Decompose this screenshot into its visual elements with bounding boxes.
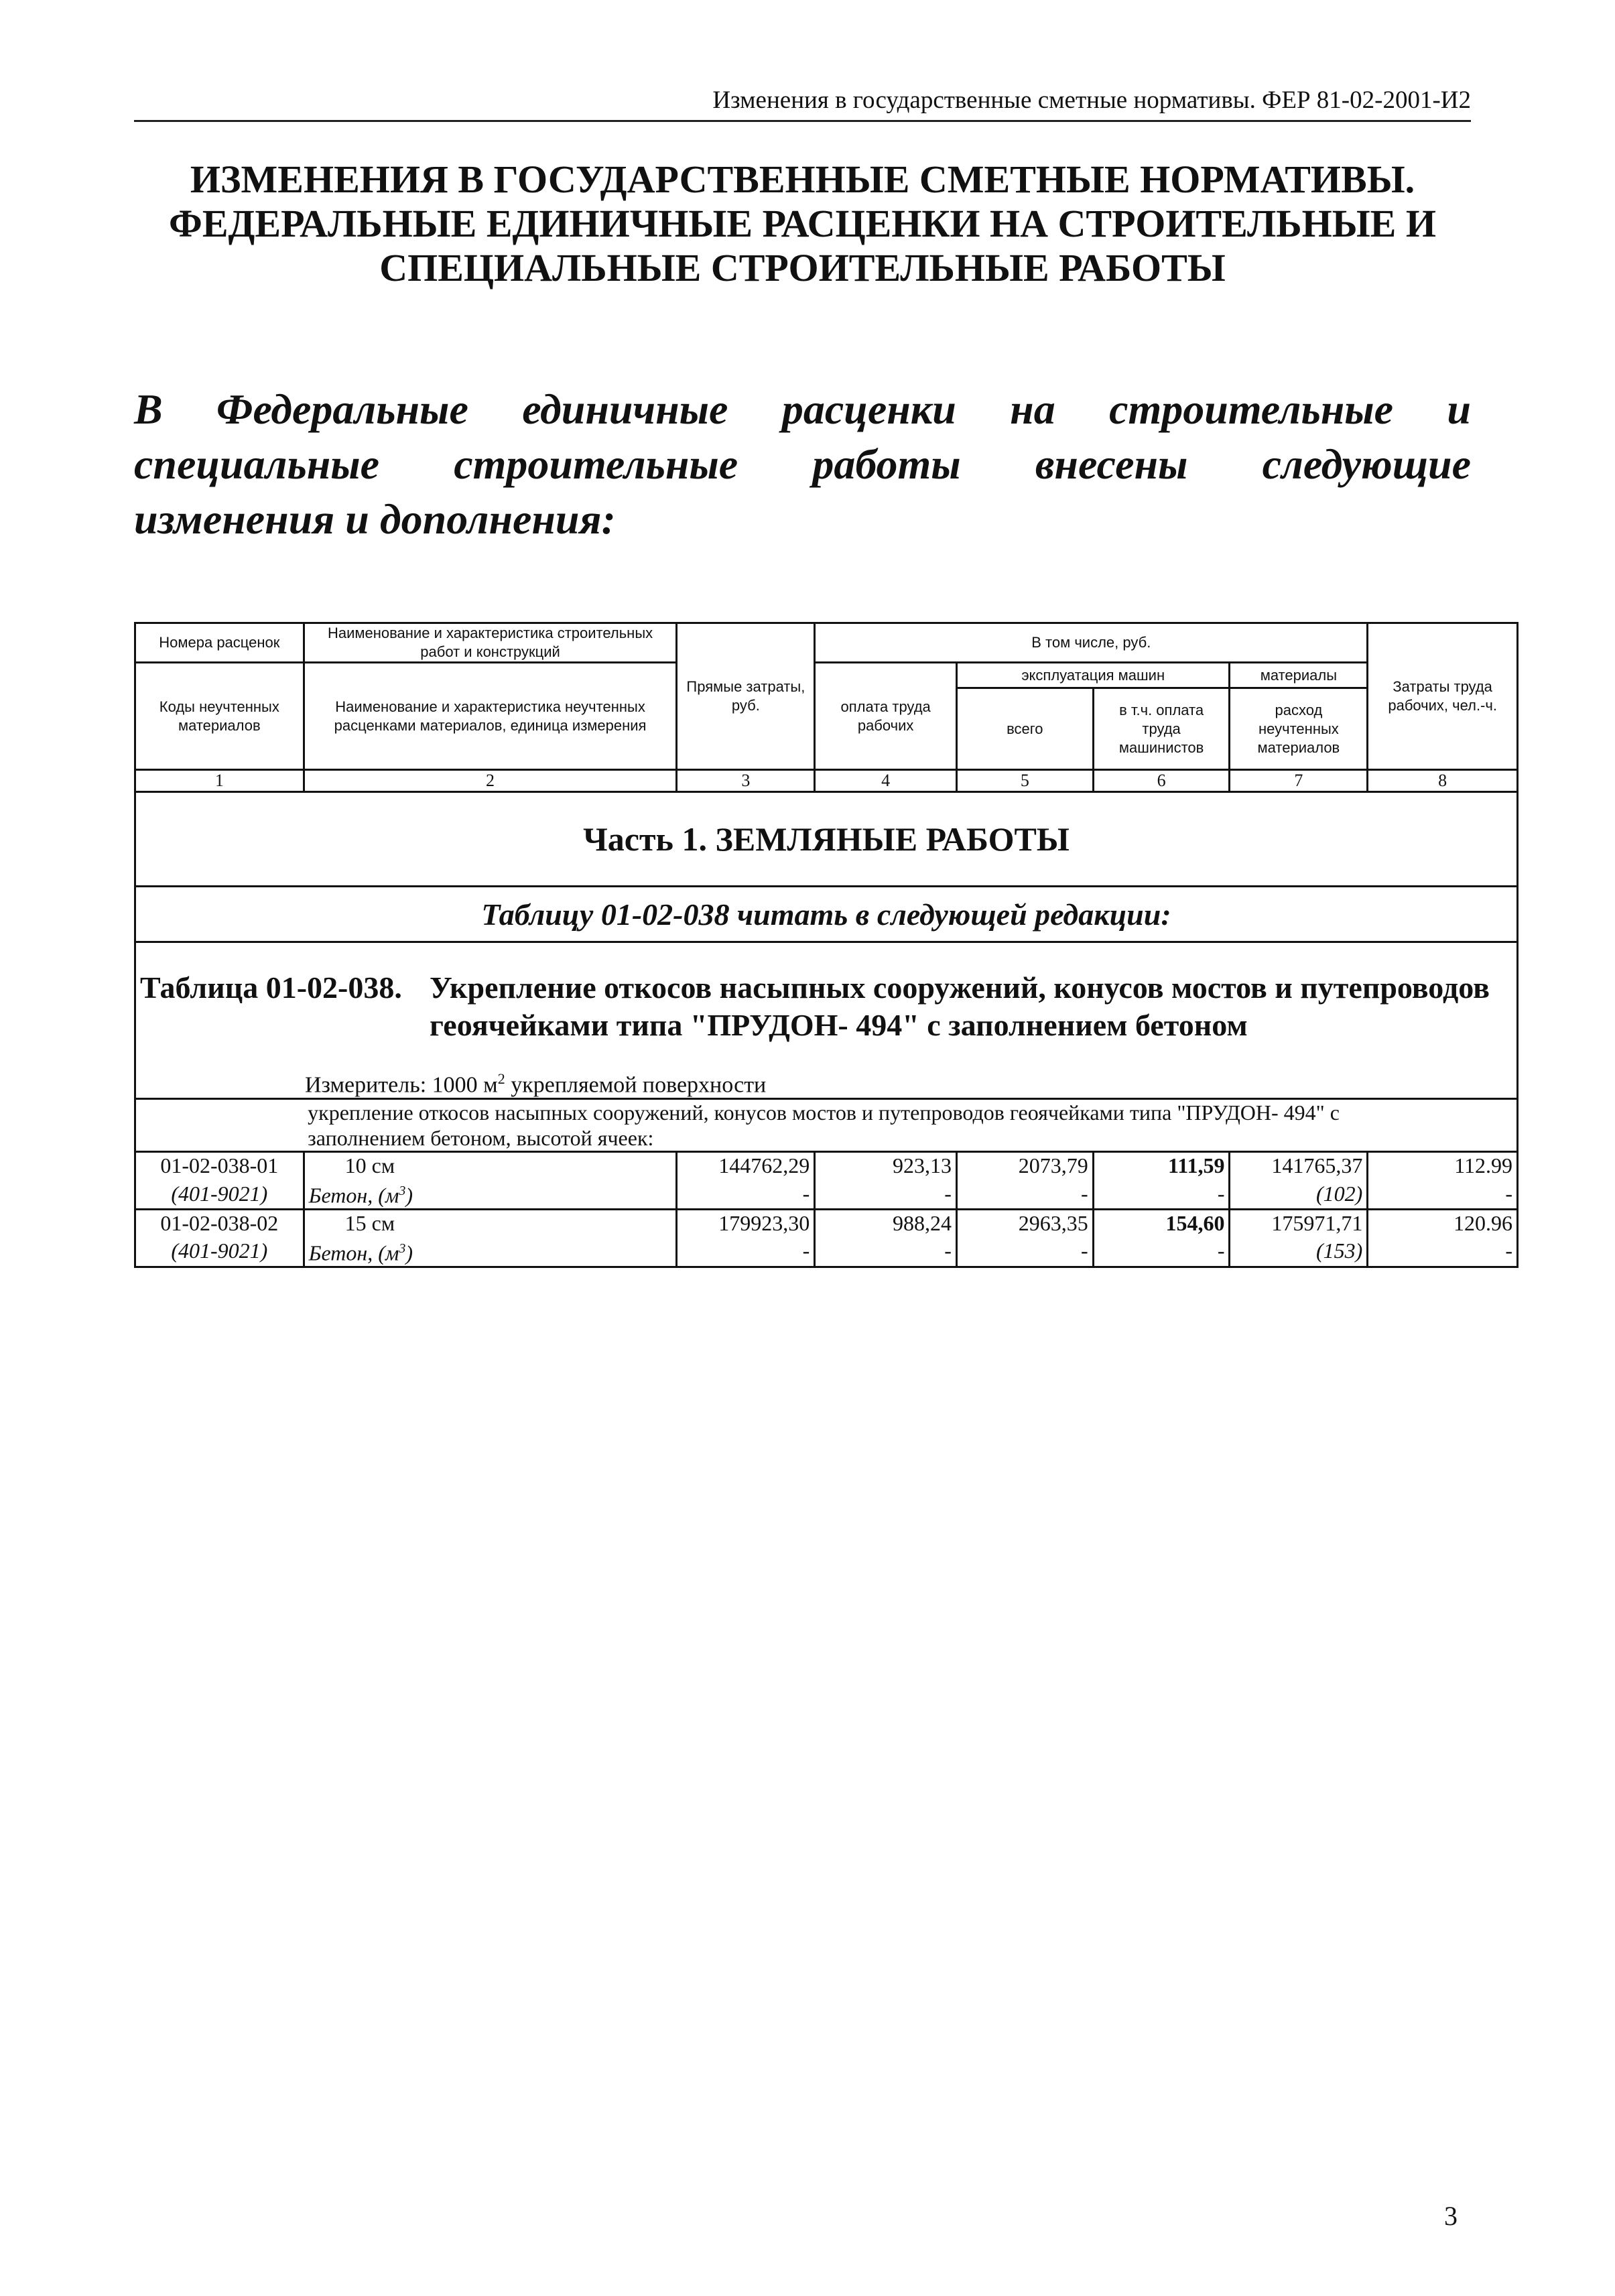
operators-pay: 111,59 [1093, 1152, 1230, 1179]
intro-line-2: специальные строительные работы внесены следующие [134, 440, 1471, 488]
col-number-6: 6 [1093, 770, 1230, 792]
title-line-2: ФЕДЕРАЛЬНЫЕ ЕДИНИЧНЫЕ РАСЦЕНКИ НА СТРОИТЕЛЬНЫЕ И [169, 202, 1436, 245]
col-number-3: 3 [677, 770, 815, 792]
col-number-1: 1 [135, 770, 304, 792]
material-name: Бетон, $(м^3)$ [304, 1236, 677, 1267]
header-material-codes: Коды неучтенных материалов [135, 663, 304, 770]
header-material-consumption: расход неучтенных материалов [1230, 688, 1368, 770]
table-caption [135, 942, 1518, 1071]
material-code: (401-9021) [135, 1178, 304, 1209]
table-row [135, 1236, 1518, 1267]
labor-hours: 112.99 [1368, 1152, 1518, 1179]
part-heading: Часть 1. ЗЕМЛЯНЫЕ РАБОТЫ [135, 792, 1518, 887]
dash-cell: - [815, 1178, 957, 1209]
header-machines-total: всего [956, 688, 1093, 770]
workers-pay: 923,13 [815, 1152, 957, 1179]
title-line-1: ИЗМЕНЕНИЯ В ГОСУДАРСТВЕННЫЕ СМЕТНЫЕ НОРМАТИВЫ. [190, 157, 1415, 201]
dash-cell: - [1368, 1178, 1518, 1209]
table-name: Укрепление откосов насыпных сооружений, конусов мостов и путепроводов геоячейками типа "ПРУДОН- 494" с заполнением бетоном [430, 970, 1490, 1042]
page-number: 3 [1444, 2201, 1458, 2231]
rate-code: 01-02-038-02 [135, 1209, 304, 1236]
header-rate-numbers: Номера расценок [135, 623, 304, 663]
header-operators-pay: в т.ч. оплата труда машинистов [1093, 688, 1230, 770]
dash-cell: - [677, 1178, 815, 1209]
col-number-4: 4 [815, 770, 957, 792]
dash-cell: - [956, 1178, 1093, 1209]
direct-costs: 144762,29 [677, 1152, 815, 1179]
intro-paragraph [134, 382, 1471, 547]
dash-cell: - [1093, 1236, 1230, 1267]
operators-pay: 154,60 [1093, 1209, 1230, 1236]
header-material-name: Наименование и характеристика неучтенных расценками материалов, единица измерения [304, 663, 677, 770]
machines-total: 2963,35 [956, 1209, 1093, 1236]
rates-table [134, 622, 1519, 1268]
dash-cell: - [1368, 1236, 1518, 1267]
header-machines: эксплуатация машин [956, 663, 1230, 688]
header-work-name: Наименование и характеристика строительных работ и конструкций [304, 623, 677, 663]
material-name: Бетон, $(м^3)$ [304, 1178, 677, 1209]
dash-cell: - [815, 1236, 957, 1267]
material-consumption: (102) [1230, 1178, 1368, 1209]
header-labor-hours: Затраты труда рабочих, чел.-ч. [1368, 623, 1518, 770]
header-including-group: В том числе, руб. [815, 623, 1368, 663]
col-number-7: 7 [1230, 770, 1368, 792]
direct-costs: 179923,30 [677, 1209, 815, 1236]
works-description [304, 1099, 1517, 1152]
rate-code: 01-02-038-01 [135, 1152, 304, 1179]
table-number: Таблица 01-02-038. [140, 970, 402, 1005]
workers-pay: 988,24 [815, 1209, 957, 1236]
dash-cell: - [1093, 1178, 1230, 1209]
rate-name: 15 см [304, 1209, 677, 1236]
intro-line-3: изменения и дополнения: [134, 495, 616, 543]
col-number-2: 2 [304, 770, 677, 792]
title-line-3: СПЕЦИАЛЬНЫЕ СТРОИТЕЛЬНЫЕ РАБОТЫ [379, 246, 1226, 290]
col-number-5: 5 [956, 770, 1093, 792]
labor-hours: 120.96 [1368, 1209, 1518, 1236]
edition-note: Таблицу 01-02-038 читать в следующей редакции: [135, 887, 1518, 942]
running-header: Изменения в государственные сметные нормативы. ФЕР 81-02-2001-И2 [134, 86, 1471, 122]
works-description-line-1: укрепление откосов насыпных сооружений, конусов мостов и путепроводов геоячейками типа "ПРУДОН- 494" с [308, 1100, 1340, 1125]
table-row [135, 1152, 1518, 1179]
table-row [135, 1178, 1518, 1209]
material-code: (401-9021) [135, 1236, 304, 1267]
header-direct-costs: Прямые затраты, руб. [677, 623, 815, 770]
intro-line-1: В Федеральные единичные расценки на строительные и [134, 385, 1471, 433]
works-description-line-2: заполнением бетоном, высотой ячеек: [308, 1126, 654, 1151]
table-row [135, 1209, 1518, 1236]
dash-cell: - [677, 1236, 815, 1267]
machines-total: 2073,79 [956, 1152, 1093, 1179]
header-materials: материалы [1230, 663, 1368, 688]
dash-cell: - [956, 1236, 1093, 1267]
materials-cost: 141765,37 [1230, 1152, 1368, 1179]
unit-of-measure: Измеритель: 1000 $м^2$ укрепляемой поверхности [135, 1070, 1518, 1099]
rate-name: 10 см [304, 1152, 677, 1179]
header-workers-pay: оплата труда рабочих [815, 663, 957, 770]
document-title [134, 157, 1471, 290]
materials-cost: 175971,71 [1230, 1209, 1368, 1236]
col-number-8: 8 [1368, 770, 1518, 792]
material-consumption: (153) [1230, 1236, 1368, 1267]
